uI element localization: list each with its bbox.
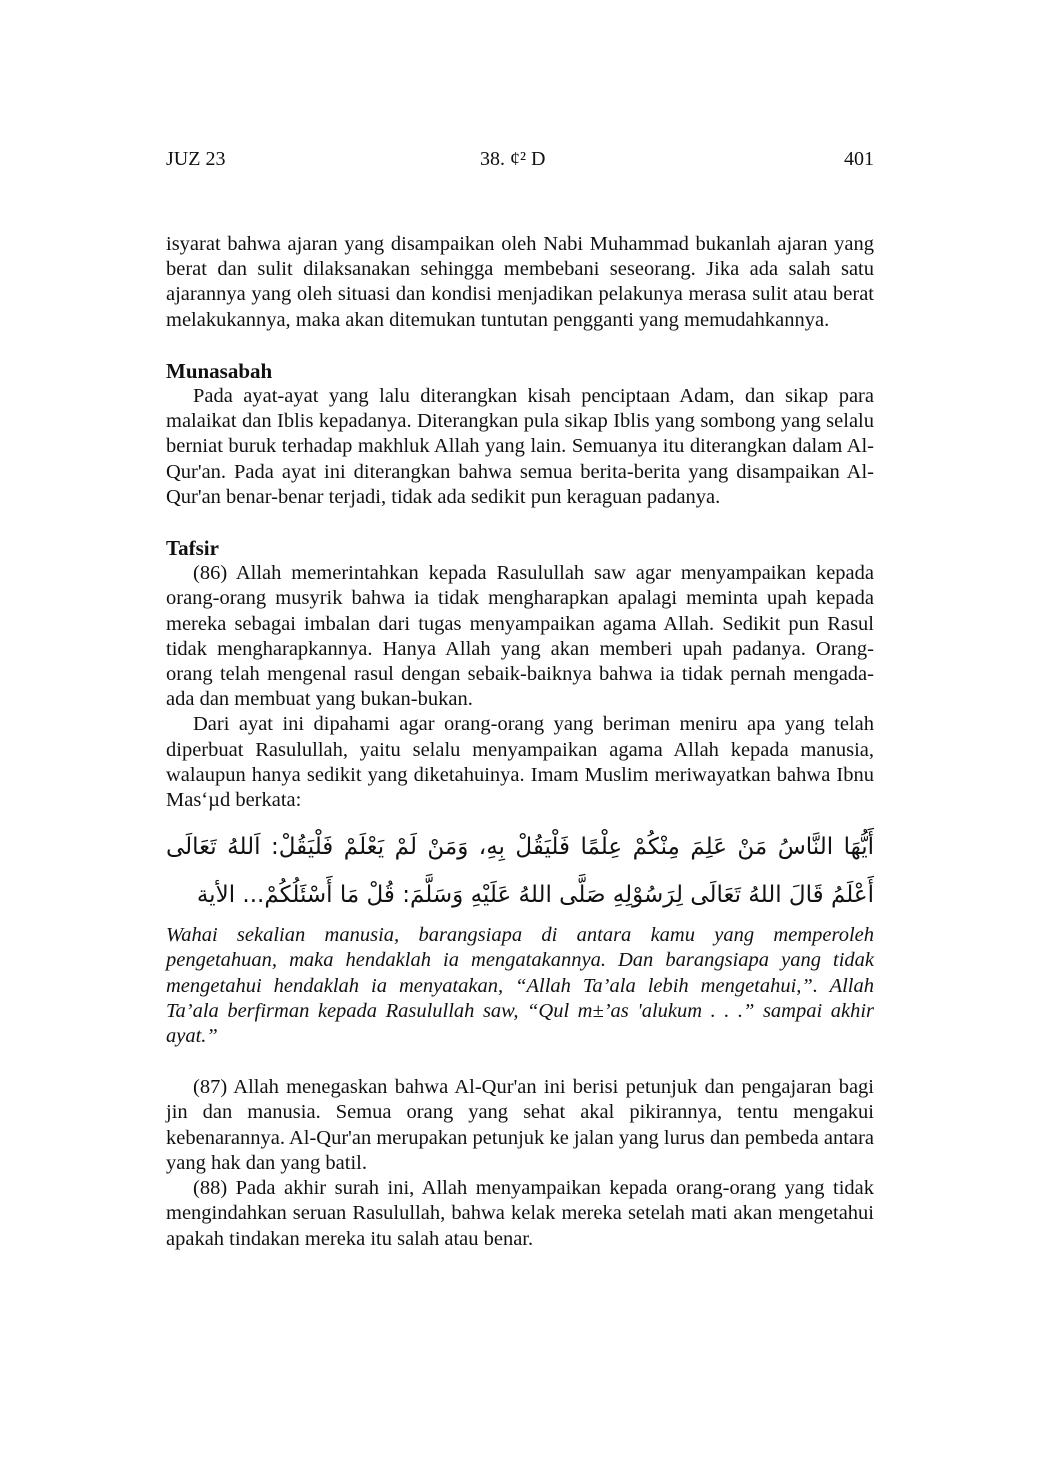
tafsir-paragraph-88: (88) Pada akhir surah ini, Allah menyampaikan kepada orang-orang yang tidak mengindahkan seruan Rasulullah, bahwa kelak mereka setelah mati akan mengetahui apakah tindakan mereka itu salah atau benar. xyxy=(166,1177,874,1250)
munasabah-heading: Munasabah xyxy=(166,358,273,383)
tafsir-paragraph-87: (87) Allah menegaskan bahwa Al-Qur'an ini berisi petunjuk dan pengajaran bagi jin dan manusia. Semua orang yang sehat akal pikirannya, tentu mengakui kebenarannya. Al-Qur'an merupakan petunjuk ke jalan yang lurus dan pembeda antara yang hak dan yang batil. xyxy=(166,1076,874,1174)
page-body xyxy=(166,232,874,1252)
tafsir-paragraph-86-continued: Dari ayat ini dipahami agar orang-orang yang beriman meniru apa yang telah diperbuat Rasulullah, yaitu selalu menyampaikan agama Allah kepada manusia, walaupun hanya sedikit yang diketahuinya. Imam Muslim meriwayatkan bahwa Ibnu Mas‘µd berkata: xyxy=(166,713,874,812)
munasabah-paragraph: Pada ayat-ayat yang lalu diterangkan kisah penciptaan Adam, dan sikap para malaikat dan Iblis kepadanya. Diterangkan pula sikap Iblis yang sombong yang selalu berniat buruk terhadap makhluk Allah yang lain. Semuanya itu diterangkan dalam Al-Qur'an. Pada ayat ini diterangkan bahwa semua berita-berita yang disampaikan Al-Qur'an benar-benar terjadi, tidak ada sedikit pun keraguan padanya. xyxy=(166,385,874,508)
page-header xyxy=(166,146,874,172)
arabic-hadith-text: أَيُّهَا النَّاسُ مَنْ عَلِمَ مِنْكُمْ عِلْمًا فَلْيَقُلْ بِهِ، وَمَنْ لَمْ يَعْلَمْ فَلْيَقُلْ: اَللهُ تَعَالَى أَعْلَمُ قَالَ اللهُ تَعَالَى لِرَسُوْلِهِ صَلَّى اللهُ عَلَيْهِ وَسَلَّمَ: قُلْ مَا أَسْئَلُكُمْ... الأية xyxy=(166,834,874,909)
surah-label: 38. ¢² D xyxy=(480,148,546,170)
hadith-translation: Wahai sekalian manusia, barangsiapa di antara kamu yang memperoleh pengetahuan, maka hendaklah ia mengatakannya. Dan barangsiapa yang tidak mengetahui hendaklah ia menyatakan, “Allah Ta’ala lebih mengetahui,”. Allah Ta’ala berfirman kepada Rasulullah saw, “Qul m±’as 'alukum . . .” sampai akhir ayat.” xyxy=(166,924,874,1048)
intro-paragraph: isyarat bahwa ajaran yang disampaikan oleh Nabi Muhammad bukanlah ajaran yang berat dan sulit dilaksanakan sehingga membebani seseorang. Jika ada salah satu ajarannya yang oleh situasi dan kondisi menjadikan pelakunya merasa sulit atau berat melakukannya, maka akan ditemukan tuntutan pengganti yang memudahkannya. xyxy=(166,233,874,331)
page-number: 401 xyxy=(844,148,874,170)
tafsir-paragraph-86: (86) Allah memerintahkan kepada Rasulullah saw agar menyampaikan kepada orang-orang musyrik bahwa ia tidak mengharapkan apalagi meminta upah kepada mereka sebagai imbalan dari tugas menyampaikan agama Allah. Sedikit pun Rasul tidak mengharapkannya. Hanya Allah yang akan memberi upah padanya. Orang-orang telah mengenal rasul dengan sebaik-baiknya bahwa ia tidak pernah mengada-ada dan membuat yang bukan-bukan. xyxy=(166,562,874,711)
tafsir-heading: Tafsir xyxy=(166,536,219,561)
juz-label: JUZ 23 xyxy=(166,148,226,170)
